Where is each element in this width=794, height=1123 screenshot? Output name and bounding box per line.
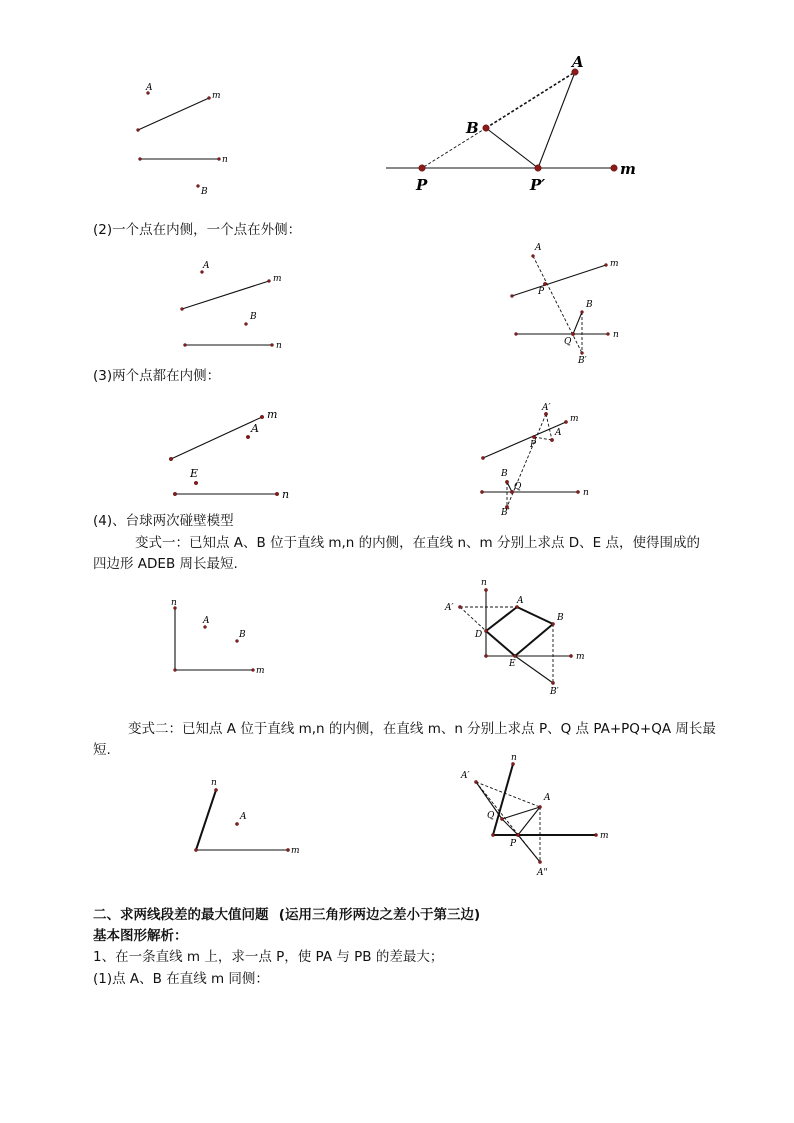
label-q: Q <box>514 482 522 492</box>
label-p: P <box>538 287 545 297</box>
label-a-large: A <box>572 53 584 71</box>
label-m: m <box>600 831 609 841</box>
label-a: A <box>555 428 562 438</box>
question-1-case1: (1)点 A、B 在直线 m 同侧： <box>93 971 269 987</box>
variant1-text-line2: 四边形 ADEB 周长最短. <box>93 556 238 572</box>
label-d: D <box>475 630 483 640</box>
label-n: n <box>613 330 619 340</box>
label-m-large: m <box>620 160 636 178</box>
label-q: Q <box>487 811 495 821</box>
case3-heading: (3)两个点都在内侧： <box>93 368 221 384</box>
figure-5-right <box>460 753 609 878</box>
label-b-large: B <box>466 119 479 137</box>
label-p: P <box>530 440 537 450</box>
label-b: B <box>501 469 508 479</box>
label-m: m <box>256 666 265 676</box>
figure-2-left <box>181 261 283 351</box>
label-a-prime: A′ <box>461 771 470 781</box>
case4-heading: (4)、台球两次碰壁模型 <box>93 513 234 529</box>
label-m: m <box>570 414 579 424</box>
figure-5-left <box>194 778 299 856</box>
case2-heading: (2)一个点在内侧，一个点在外侧： <box>93 222 302 238</box>
section2-title: 二、求两线段差的最大值问题 <box>93 907 269 923</box>
label-p-large: P <box>416 176 428 194</box>
figure-4-left <box>171 598 265 676</box>
label-q: Q <box>564 337 572 347</box>
figure-1-right <box>386 53 636 194</box>
label-b: B <box>557 613 564 623</box>
label-a: A <box>517 596 524 606</box>
point-b <box>197 185 200 188</box>
label-a: A <box>203 261 210 271</box>
label-m: m <box>212 91 221 101</box>
label-a: A <box>544 793 551 803</box>
label-b-prime: B′ <box>501 508 510 518</box>
label-e: E <box>190 467 199 480</box>
figure-2-right <box>511 243 620 366</box>
figure-3-left <box>169 408 289 501</box>
label-a: A <box>535 243 542 253</box>
label-m: m <box>610 259 619 269</box>
variant2-text-line2: 短. <box>93 742 111 758</box>
section2-note: (运用三角形两边之差小于第三边) <box>278 907 481 923</box>
label-n: n <box>211 778 217 788</box>
label-n: n <box>222 155 228 165</box>
basic-title: 基本图形解析： <box>93 928 188 944</box>
label-n: n <box>171 598 177 608</box>
label-b: B <box>250 312 257 322</box>
label-b-prime: B′ <box>578 356 587 366</box>
label-a-prime: A′ <box>445 603 454 613</box>
label-n: n <box>583 488 589 498</box>
figure-3-right <box>480 403 589 518</box>
label-a: A <box>203 616 210 626</box>
label-n: n <box>481 578 487 588</box>
label-a-prime: A′ <box>542 403 551 413</box>
label-b: B <box>201 187 208 197</box>
label-p: P <box>510 839 517 849</box>
variant2-text-line1: 变式二：已知点 A 位于直线 m,n 的内侧，在直线 m、n 分别上求点 P、Q 点 PA+PQ+QA 周长最 <box>128 721 716 737</box>
figure-1-left <box>137 83 229 197</box>
label-a: A <box>146 83 153 93</box>
label-m: m <box>576 652 585 662</box>
label-b: B <box>586 300 593 310</box>
label-a: A <box>240 812 247 822</box>
label-m: m <box>267 408 278 421</box>
label-m: m <box>291 846 300 856</box>
label-n: n <box>276 341 282 351</box>
variant1-text-line1: 变式一：已知点 A、B 位于直线 m,n 的内侧，在直线 n、m 分别上求点 D、E 点，使得围成的 <box>135 535 700 551</box>
label-b: B <box>239 630 246 640</box>
label-m: m <box>273 274 282 284</box>
label-e: E <box>509 659 516 669</box>
question-1: 1、在一条直线 m 上，求一点 P，使 PA 与 PB 的差最大； <box>93 949 444 965</box>
label-p-prime-large: P′ <box>530 176 546 194</box>
label-n: n <box>282 488 290 501</box>
label-b-prime: B′ <box>550 687 559 697</box>
label-a-double-prime: A" <box>537 868 548 878</box>
label-n: n <box>511 753 517 763</box>
figure-4-right <box>444 578 585 697</box>
label-a: A <box>251 422 259 435</box>
